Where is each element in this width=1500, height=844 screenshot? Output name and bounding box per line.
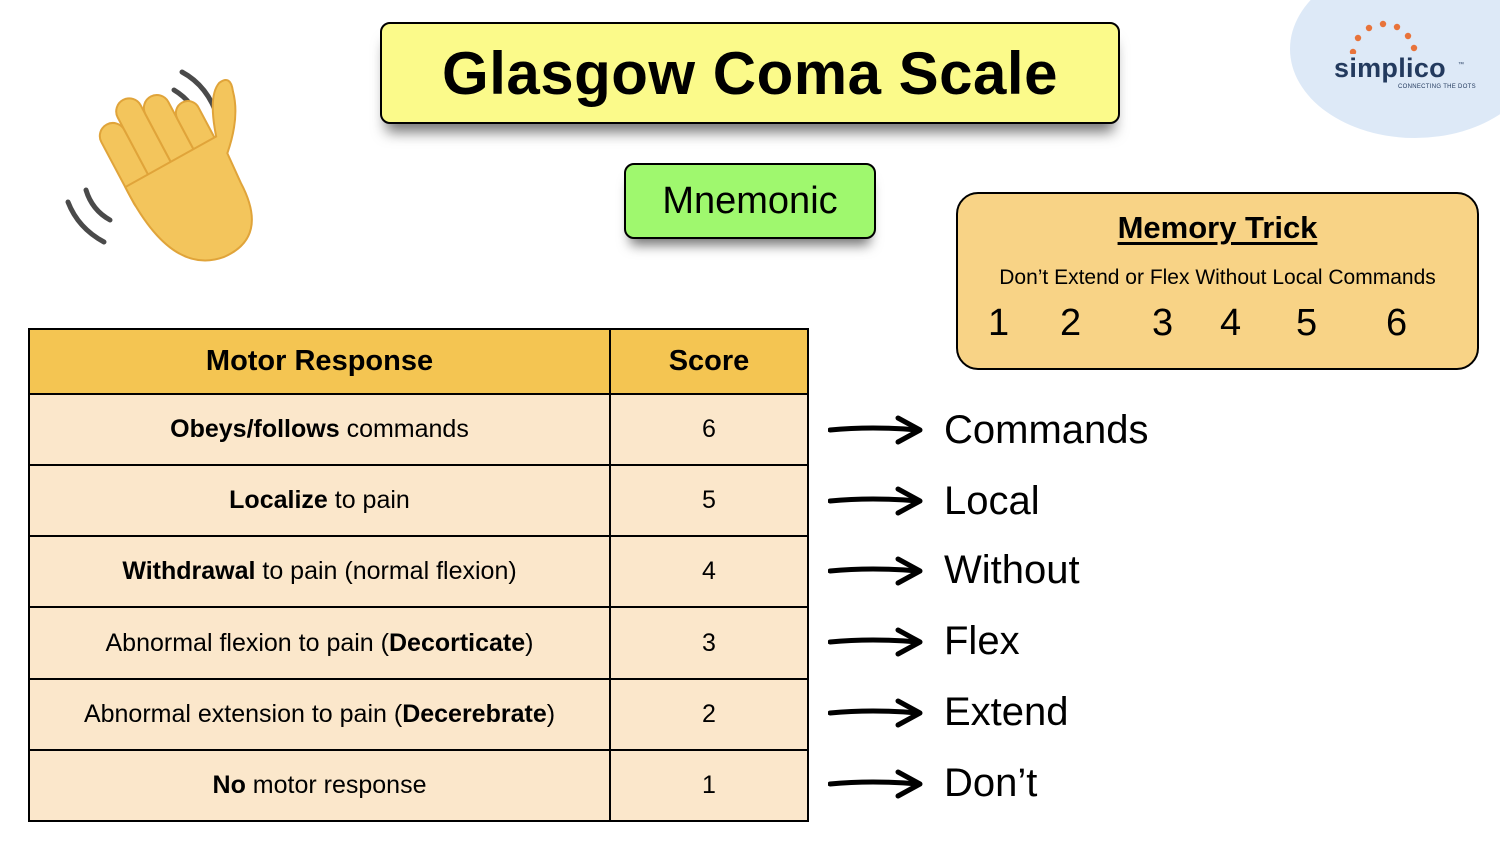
response-cell: [29, 536, 610, 607]
table-row: [29, 465, 808, 536]
response-suffix: to pain (normal flexion): [255, 557, 517, 586]
response-prefix: Abnormal flexion to pain (: [105, 628, 389, 657]
memory-trick-number: 5: [1296, 302, 1318, 344]
score-cell: 2: [610, 679, 808, 750]
score-cell: 4: [610, 536, 808, 607]
response-cell: [29, 465, 610, 536]
response-keyword: Decorticate: [388, 628, 526, 657]
memory-trick-number: 2: [1060, 302, 1082, 344]
page-title: Glasgow Coma Scale: [442, 39, 1058, 107]
response-cell: [29, 607, 610, 678]
response-cell: [29, 394, 610, 465]
logo-dots-icon: [1345, 18, 1425, 54]
memory-trick-box: [956, 192, 1479, 370]
mnemonic-word: Local: [944, 479, 1040, 523]
memory-trick-number: 3: [1152, 302, 1174, 344]
logo-trademark: ™: [1458, 62, 1464, 68]
response-keyword: Localize: [229, 486, 328, 515]
table-header-row: [29, 329, 808, 394]
memory-trick-number: 1: [988, 302, 1010, 344]
mnemonic-word: Commands: [944, 408, 1149, 452]
response-prefix: Abnormal extension to pain (: [83, 699, 403, 728]
mnemonic-word: Extend: [944, 690, 1069, 734]
response-suffix: to pain: [327, 486, 410, 515]
table-row: [29, 536, 808, 607]
title-banner: [380, 22, 1120, 124]
mnemonic-word: Don’t: [944, 761, 1038, 805]
response-suffix: ): [525, 628, 534, 657]
mnemonic-word: Without: [944, 548, 1080, 592]
mnemonic-label: Mnemonic: [662, 179, 838, 222]
memory-trick-number: 4: [1220, 302, 1242, 344]
right-arrow-icon: [828, 768, 924, 800]
right-arrow-icon: [828, 414, 924, 446]
memory-trick-number: 6: [1386, 302, 1408, 344]
logo-wordmark: simplico: [1334, 53, 1446, 83]
score-cell: 6: [610, 394, 808, 465]
right-arrow-icon: [828, 485, 924, 517]
score-cell: 5: [610, 465, 808, 536]
logo-tagline: CONNECTING THE DOTS: [1398, 84, 1476, 90]
right-arrow-icon: [828, 555, 924, 587]
table-row: [29, 607, 808, 678]
response-cell: [29, 750, 610, 821]
response-keyword: Decerebrate: [402, 699, 547, 728]
right-arrow-icon: [828, 626, 924, 658]
response-keyword: Obeys/follows: [170, 415, 340, 444]
mnemonic-banner: [624, 163, 876, 239]
motor-response-table: [28, 328, 809, 822]
mnemonic-word: Flex: [944, 619, 1020, 663]
waving-hand-icon: [60, 62, 285, 287]
header-score: Score: [610, 329, 808, 394]
response-cell: [29, 679, 610, 750]
response-suffix: commands: [339, 415, 469, 444]
response-keyword: No: [212, 770, 246, 799]
table-row: [29, 750, 808, 821]
header-motor-response: Motor Response: [29, 329, 610, 394]
table-row: [29, 679, 808, 750]
response-keyword: Withdrawal: [122, 557, 256, 586]
right-arrow-icon: [828, 697, 924, 729]
response-suffix: motor response: [245, 770, 427, 799]
score-cell: 3: [610, 607, 808, 678]
memory-trick-title: Memory Trick: [1117, 210, 1318, 245]
memory-trick-phrase: Don’t Extend or Flex Without Local Commands: [999, 266, 1436, 289]
response-suffix: ): [546, 699, 556, 728]
table-row: [29, 394, 808, 465]
score-cell: 1: [610, 750, 808, 821]
